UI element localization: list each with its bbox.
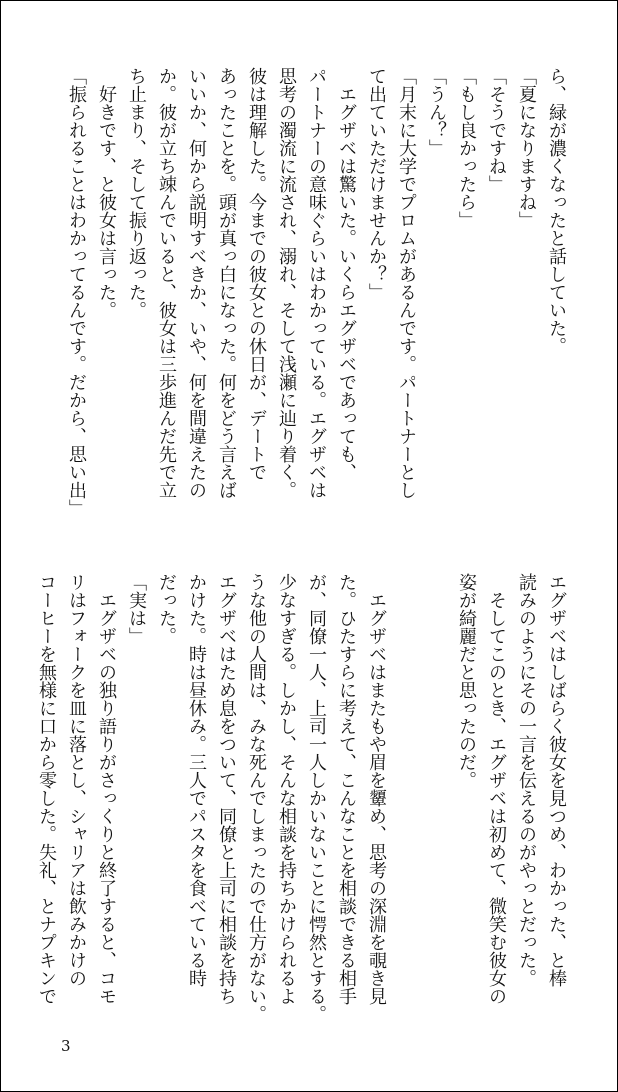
text-line: 「そうですね」 — [486, 67, 507, 193]
text-line: そしてこのとき、エグザベは初めて、微笑む彼女の — [486, 573, 507, 1005]
text-line: コーヒーを無様に口から零した。失礼、とナプキンで — [36, 573, 57, 1005]
text-line: か。彼が立ち竦んでいると、彼女は三歩進んだ先で立 — [156, 67, 177, 499]
text-line: かけた。時は昼休み。三人でパスタを食べている時 — [186, 573, 207, 987]
text-line: 「もし良かったら」 — [456, 67, 477, 229]
text-line: 少なすぎる。しかし、そんな相談を持ちかけられるよ — [276, 573, 297, 1005]
text-column-bottom — [36, 573, 571, 1049]
text-line: エグザベはまたもや眉を顰め、思考の深淵を覗き見 — [366, 573, 387, 1005]
text-line: うな他の人間は、みな死んでしまったので仕方がない。 — [246, 573, 267, 1023]
text-line: 読みのようにその一言を伝えるのがやっとだった。 — [516, 573, 537, 987]
text-line: 彼は理解した。今までの彼女との休日が、デートで — [246, 67, 267, 481]
text-line: 姿が綺麗だと思ったのだ。 — [456, 573, 477, 789]
text-line: パートナーの意味ぐらいはわかっている。エグザベは — [306, 67, 327, 499]
page-number: 3 — [61, 1037, 71, 1055]
text-line: リはフォークを皿に落とし、シャリアは飲みかけの — [66, 573, 87, 987]
text-line: あったことを。頭が真っ白になった。何をどう言えば — [216, 67, 237, 499]
text-line: だった。 — [156, 573, 177, 645]
text-line — [391, 573, 421, 1049]
text-line: ら、緑が濃くなったと話していた。 — [546, 67, 567, 355]
text-column-top — [66, 67, 571, 543]
text-line: 「うん？」 — [426, 67, 447, 157]
text-line: 「振られることはわかってるんです。だから、思い出」 — [66, 67, 87, 517]
text-line: 「月末に大学でプロムがあるんです。パートナーとし — [396, 67, 417, 499]
text-line: エグザベの独り語りがさっくりと終了すると、コモ — [96, 573, 117, 1005]
text-line: た。ひたすらに考えて、こんなことを相談できる相手 — [336, 573, 357, 1005]
text-line: 「夏になりますね」 — [516, 67, 537, 229]
text-line — [421, 573, 451, 1049]
text-line: て出ていただけませんか？」 — [366, 67, 387, 301]
text-line: エグザベはため息をついて、同僚と上司に相談を持ち — [216, 573, 237, 1005]
text-line: エグザベは驚いた。いくらエグザベであっても、 — [336, 67, 357, 481]
text-line: 好きです、と彼女は言った。 — [96, 67, 117, 319]
text-line: 思考の濁流に流され、溺れ、そして浅瀬に辿り着く。 — [276, 67, 297, 499]
text-line: いいか、何から説明すべきか、いや、何を間違えたの — [186, 67, 207, 499]
text-line: 「実は」 — [126, 573, 147, 645]
text-line: ち止まり、そして振り返った。 — [126, 67, 147, 319]
text-line: が、同僚一人、上司一人しかいないことに愕然とする。 — [306, 573, 327, 1023]
text-line: エグザベはしばらく彼女を見つめ、わかった、と棒 — [546, 573, 567, 987]
